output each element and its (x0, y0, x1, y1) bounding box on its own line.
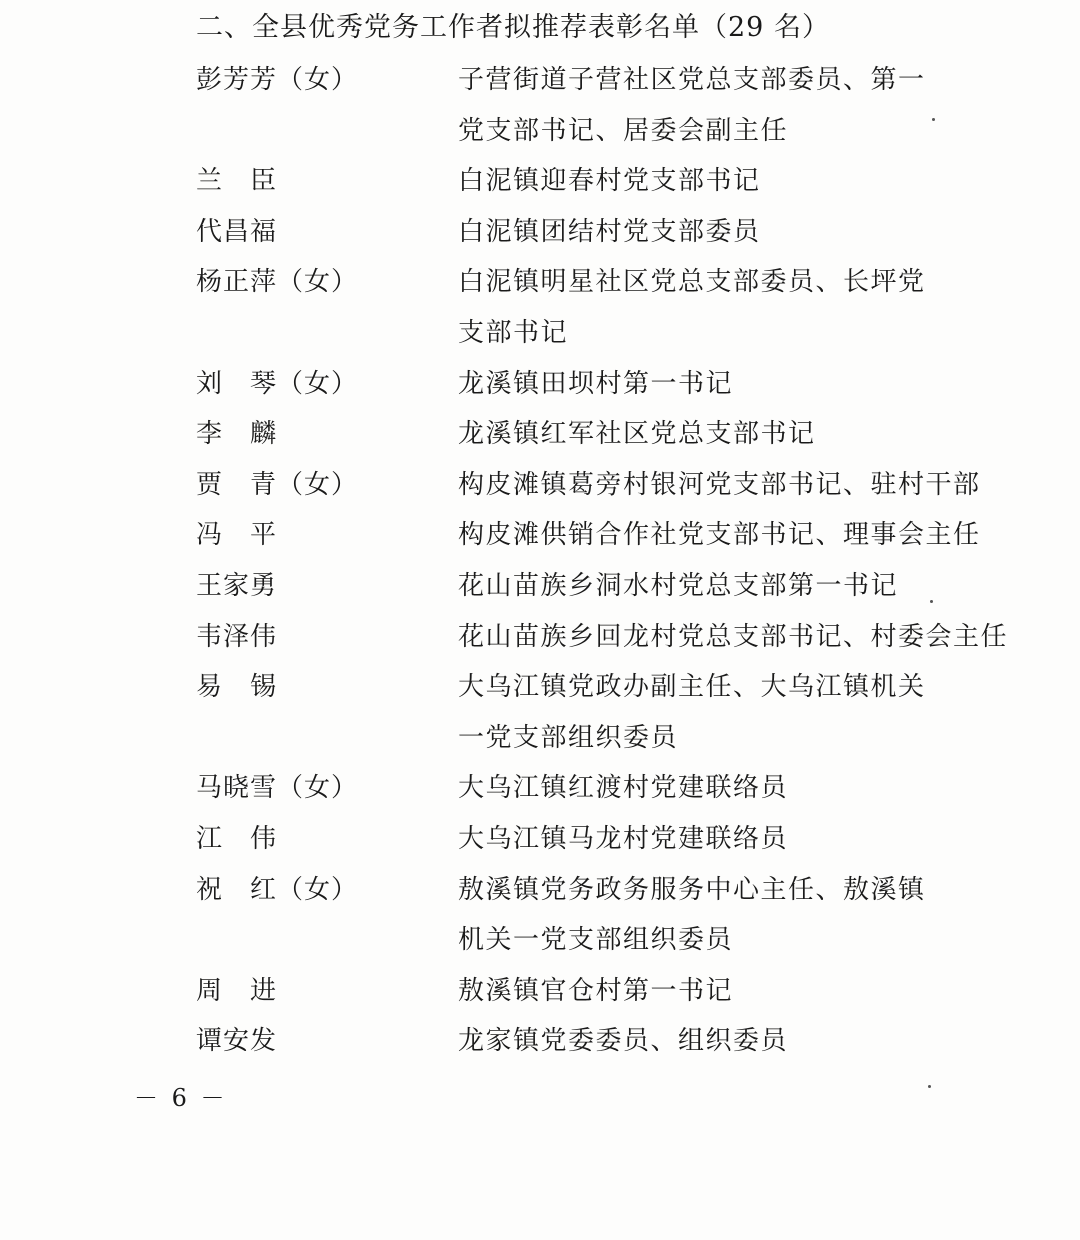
nominee-position (458, 359, 958, 410)
nominee-row (0, 612, 1080, 663)
scan-speck (928, 1085, 931, 1088)
nominee-row (0, 662, 1080, 763)
nominee-position (458, 865, 958, 966)
nominee-position (458, 763, 958, 814)
position-line: 构皮滩供销合作社党支部书记、理事会主任 (458, 520, 981, 551)
position-line: 花山苗族乡洞水村党总支部第一书记 (458, 570, 899, 601)
nominee-name: 王家勇 (196, 570, 278, 601)
nominee-name: 兰 臣 (196, 166, 278, 197)
nominee-name: 杨正萍（女） (196, 267, 359, 298)
nominee-row (0, 156, 1080, 207)
nominee-name: 冯 平 (196, 520, 278, 551)
nominee-row (0, 55, 1080, 156)
nominee-row (0, 966, 1080, 1017)
nominee-list (0, 55, 1080, 1067)
nominee-position (458, 561, 958, 612)
nominee-position (458, 612, 1009, 663)
nominee-name: 江 伟 (196, 823, 278, 854)
position-line: 白泥镇迎春村党支部书记 (458, 166, 761, 197)
nominee-name: 彭芳芳（女） (196, 65, 359, 95)
nominee-row (0, 257, 1080, 358)
position-line: 机关一党支部组织委员 (458, 925, 734, 956)
nominee-name: 韦泽伟 (196, 621, 278, 652)
position-line: 龙家镇党委委员、组织委员 (458, 1026, 789, 1057)
position-line: 一党支部组织委员 (458, 722, 679, 753)
position-line: 花山苗族乡回龙村党总支部书记、村委会主任 (458, 621, 1009, 652)
position-line: 龙溪镇田坝村第一书记 (458, 368, 734, 399)
nominee-position (458, 662, 958, 763)
nominee-position (458, 966, 958, 1017)
nominee-row (0, 763, 1080, 814)
nominee-name: 代昌福 (196, 216, 278, 247)
nominee-position (458, 1016, 958, 1067)
nominee-name: 刘 琴（女） (196, 368, 359, 399)
position-line: 党支部书记、居委会副主任 (458, 115, 789, 146)
position-line: 白泥镇团结村党支部委员 (458, 216, 761, 247)
nominee-name: 谭安发 (196, 1026, 278, 1057)
section-heading: 二、全县优秀党务工作者拟推荐表彰名单（29 名） (196, 12, 830, 43)
nominee-name: 马晓雪（女） (196, 773, 359, 804)
position-line: 子营街道子营社区党总支部委员、第一 (458, 65, 926, 95)
nominee-position (458, 409, 958, 460)
position-line: 敖溪镇党务政务服务中心主任、敖溪镇 (458, 874, 926, 905)
nominee-row (0, 814, 1080, 865)
position-line: 龙溪镇红军社区党总支部书记 (458, 419, 816, 450)
nominee-name: 贾 青（女） (196, 469, 359, 500)
nominee-position (458, 257, 958, 358)
nominee-name: 易 锡 (196, 672, 278, 703)
position-line: 敖溪镇官仓村第一书记 (458, 975, 734, 1006)
position-line: 大乌江镇马龙村党建联络员 (458, 823, 789, 854)
position-line: 支部书记 (458, 317, 569, 348)
nominee-position (458, 207, 958, 258)
nominee-position (458, 510, 981, 561)
page-number: － 6 － (134, 1084, 228, 1112)
nominee-position (458, 156, 958, 207)
nominee-row (0, 359, 1080, 410)
position-line: 大乌江镇红渡村党建联络员 (458, 773, 789, 804)
nominee-position (458, 814, 958, 865)
nominee-row (0, 207, 1080, 258)
scan-speck (932, 118, 935, 121)
nominee-position (458, 460, 981, 511)
nominee-name: 李 麟 (196, 419, 278, 450)
nominee-position (458, 55, 958, 156)
position-line: 白泥镇明星社区党总支部委员、长坪党 (458, 267, 926, 298)
nominee-row (0, 561, 1080, 612)
nominee-row (0, 865, 1080, 966)
nominee-name: 祝 红（女） (196, 874, 359, 905)
nominee-name: 周 进 (196, 975, 278, 1006)
position-line: 大乌江镇党政办副主任、大乌江镇机关 (458, 672, 926, 703)
scan-speck (930, 600, 933, 603)
nominee-row (0, 460, 1080, 511)
position-line: 构皮滩镇葛旁村银河党支部书记、驻村干部 (458, 469, 981, 500)
nominee-row (0, 510, 1080, 561)
nominee-row (0, 409, 1080, 460)
nominee-row (0, 1016, 1080, 1067)
